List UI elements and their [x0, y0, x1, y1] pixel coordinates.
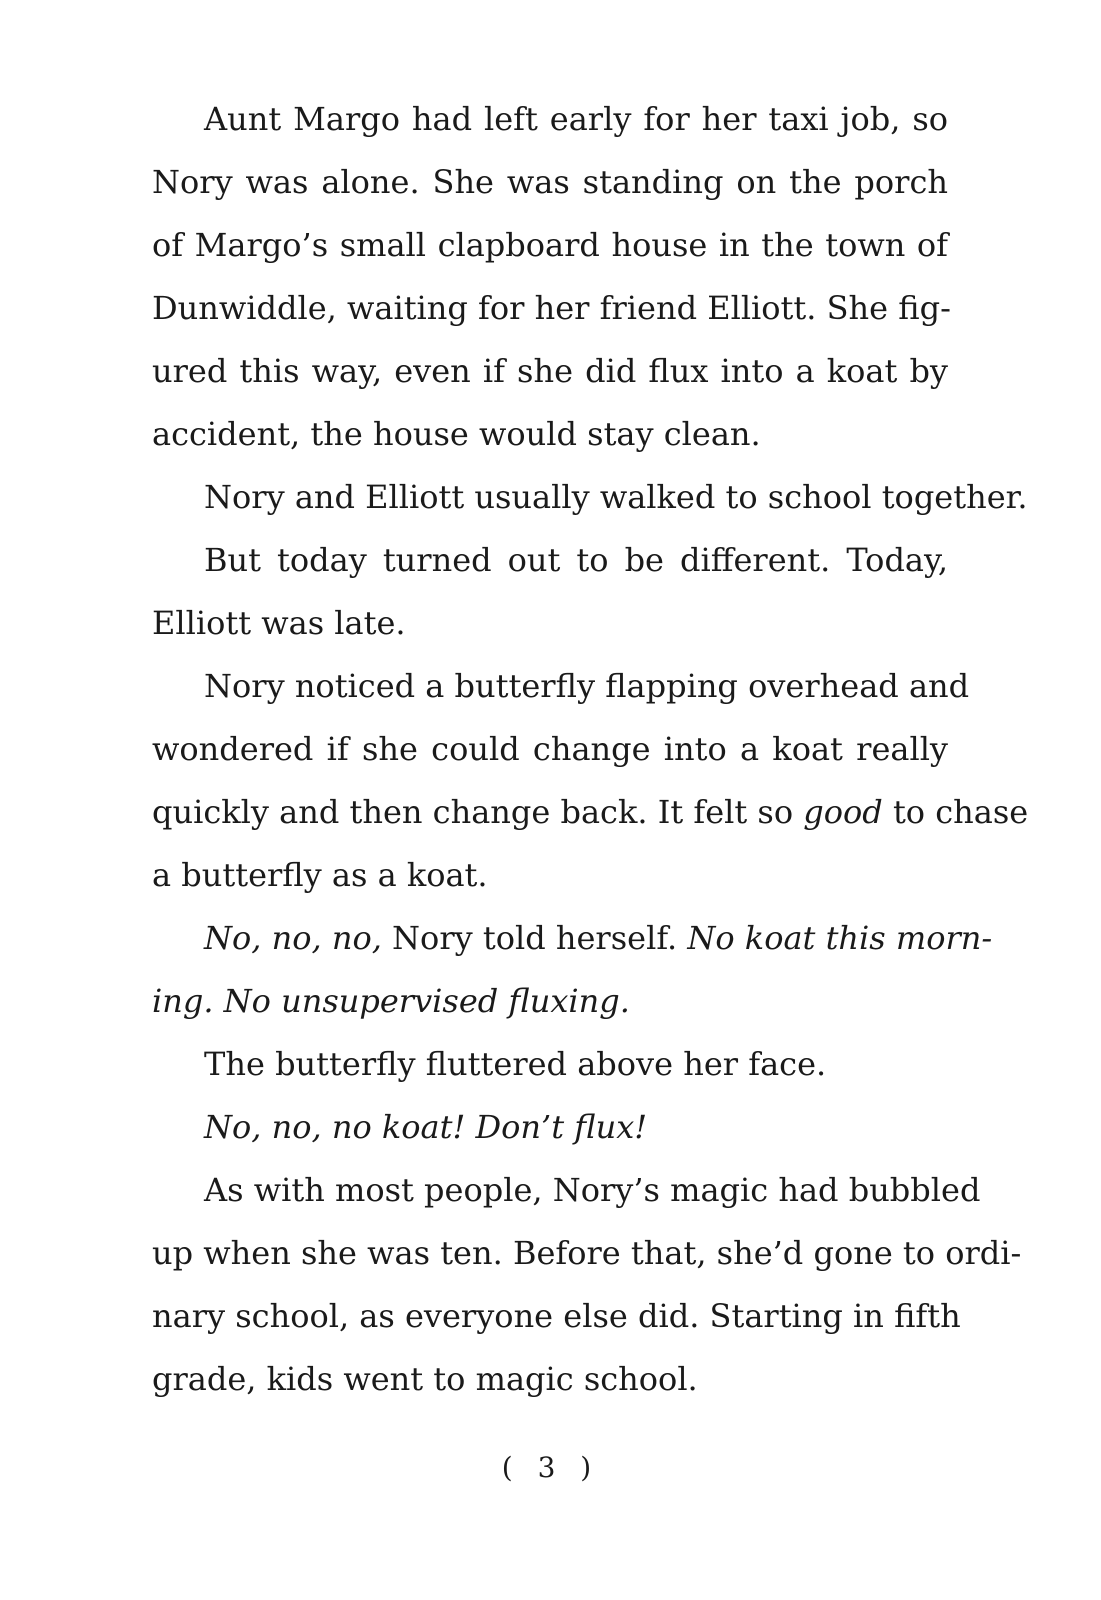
text-line: [152, 403, 948, 466]
text-run: Nory noticed a butterfly flapping overhead and: [204, 667, 970, 705]
text-run: ured this way, even if she did flux into a koat by: [152, 352, 948, 390]
text-line: [152, 844, 948, 907]
text-line: [152, 151, 948, 214]
text-run: Nory was alone. She was standing on the porch: [152, 163, 948, 201]
text-run: The butterfly fluttered above her face.: [204, 1045, 827, 1083]
text-line: [152, 718, 948, 781]
text-line: [152, 907, 993, 970]
text-line: [152, 1348, 948, 1411]
text-line: [152, 88, 948, 151]
italic-text: No, no, no koat! Don’t flux!: [204, 1108, 648, 1146]
text-run: Aunt Margo had left early for her taxi job, so: [204, 100, 948, 138]
text-line: [152, 1033, 948, 1096]
text-line: [152, 214, 948, 277]
text-line: [152, 1222, 1022, 1285]
italic-text: ing. No unsupervised fluxing.: [152, 982, 630, 1020]
text-line: [152, 655, 970, 718]
page-number: ( 3 ): [501, 1451, 600, 1484]
paragraph: [152, 88, 951, 466]
italic-text: No koat this morn-: [687, 919, 993, 957]
text-line: [152, 1285, 961, 1348]
text-line: [152, 1096, 948, 1159]
paragraph: [152, 655, 1029, 907]
text-run: a butterfly as a koat.: [152, 856, 488, 894]
italic-text: good: [803, 793, 883, 831]
paragraph: [152, 1096, 948, 1159]
text-run: Nory told herself.: [381, 919, 688, 957]
text-run: accident, the house would stay clean.: [152, 415, 761, 453]
text-line: [152, 340, 948, 403]
text-run: wondered if she could change into a koat really: [152, 730, 948, 768]
text-run: to chase: [882, 793, 1029, 831]
text-run: Elliott was late.: [152, 604, 406, 642]
text-line: [152, 277, 951, 340]
text-run: Nory and Elliott usually walked to school together.: [204, 478, 1028, 516]
text-line: [152, 970, 948, 1033]
text-run: As with most people, Nory’s magic had bubbled: [204, 1171, 981, 1209]
text-line: [152, 1159, 981, 1222]
text-run: quickly and then change back. It felt so: [152, 793, 804, 831]
text-run: grade, kids went to magic school.: [152, 1360, 698, 1398]
text-run: of Margo’s small clapboard house in the town of: [152, 226, 948, 264]
paragraph: [152, 1159, 1022, 1411]
text-line: [152, 466, 1028, 529]
paragraph: [152, 466, 1028, 529]
text-line: [152, 592, 948, 655]
text-line: [152, 781, 1029, 844]
paragraph: [152, 529, 948, 655]
text-run: nary school, as everyone else did. Starting in fifth: [152, 1297, 961, 1335]
paragraph: [152, 1033, 948, 1096]
text-run: Dunwiddle, waiting for her friend Elliott. She fig-: [152, 289, 951, 327]
text-run: up when she was ten. Before that, she’d gone to ordi-: [152, 1234, 1022, 1272]
body-text: [152, 88, 1029, 1411]
paragraph: [152, 907, 993, 1033]
italic-text: No, no, no,: [204, 919, 382, 957]
text-line: [152, 529, 948, 592]
text-run: But today turned out to be different. Today,: [204, 541, 948, 579]
